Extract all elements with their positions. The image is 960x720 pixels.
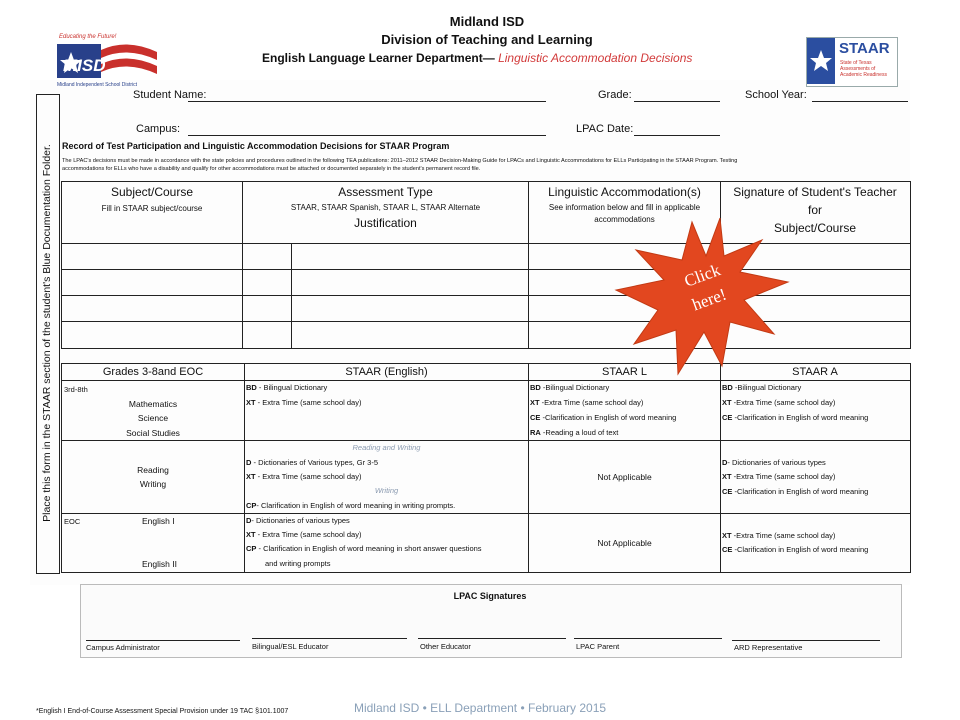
row3-english-cp-cont: and writing prompts: [265, 559, 331, 568]
row1-subject-social-studies: Social Studies: [126, 428, 180, 438]
col-assessment-type-header: Assessment Type: [338, 185, 433, 199]
row3-english-cp: CP - Clarification in English of word meaning in short answer questions: [246, 544, 482, 553]
table2-col-divider-1: [244, 363, 245, 572]
row2-a-ce: CE -Clarification in English of word meaning: [722, 487, 869, 496]
table2-row-divider-3: [61, 513, 910, 514]
student-name-label: Student Name:: [133, 89, 207, 101]
department-title: English Language Learner Department: [262, 51, 483, 65]
misd-tagline: Educating the Future!: [59, 34, 117, 40]
col-accommodations-sub1: See information below and fill in applicable: [548, 203, 701, 212]
row3-english-d: D- Dictionaries of various types: [246, 516, 350, 525]
table2-row-divider-1: [61, 380, 910, 381]
record-description-line1: The LPAC's decisions must be made in accordance with the state policies and procedures outlined in the following TEA publications: 2011–2012 STAAR Decision-Making Guide for LPACs and Linguistic Accommodations for ELLs Participating in the STAAR Program. Testing: [62, 158, 738, 164]
row3-a-ce: CE -Clarification in English of word meaning: [722, 545, 869, 554]
signature-label-ard-rep: ARD Representative: [734, 643, 803, 652]
grade-line[interactable]: [634, 101, 720, 102]
table2-row-divider-2: [61, 440, 910, 441]
school-year-label: School Year:: [745, 89, 807, 101]
school-year-line[interactable]: [812, 101, 908, 102]
student-name-line[interactable]: [188, 101, 546, 102]
row1-a-ce: CE -Clarification in English of word meaning: [722, 413, 869, 422]
row3-l-not-applicable: Not Applicable: [597, 538, 652, 548]
col-subject-course-header: Subject/Course: [110, 185, 194, 199]
signature-line-campus-admin[interactable]: [86, 640, 240, 641]
row1-l-bd: BD -Bilingual Dictionary: [530, 383, 610, 392]
misd-logo-text: MISD: [63, 56, 106, 75]
row3-grade: EOC: [64, 517, 81, 526]
callout-text-line1: Click: [681, 260, 723, 291]
row1-l-xt: XT -Extra Time (same school day): [530, 398, 644, 407]
row1-l-ra: RA -Reading a loud of text: [530, 428, 619, 437]
campus-label: Campus:: [136, 123, 181, 135]
division-title: Division of Teaching and Learning: [381, 32, 593, 47]
department-separator: —: [482, 51, 495, 65]
row3-subject-english1: English I: [142, 516, 175, 526]
row2-l-not-applicable: Not Applicable: [597, 472, 652, 482]
row2-subject-writing: Writing: [139, 479, 167, 489]
col-teacher-signature-header-3: Subject/Course: [773, 221, 857, 235]
row1-english-xt: XT - Extra Time (same school day): [246, 398, 362, 407]
header-staar-a: STAAR A: [792, 366, 838, 378]
campus-line[interactable]: [188, 135, 546, 136]
row2-english-d: D - Dictionaries of Various types, Gr 3-5: [246, 458, 378, 467]
staar-logo-graphic: [807, 38, 837, 84]
row1-subject-science: Science: [137, 413, 169, 423]
row2-a-d: D- Dictionaries of various types: [722, 458, 826, 467]
col-teacher-signature-header-2: for: [807, 203, 822, 217]
row1-english-bd: BD - Bilingual Dictionary: [246, 383, 328, 392]
signature-label-lpac-parent: LPAC Parent: [576, 642, 620, 651]
row2-subject-reading: Reading: [137, 465, 169, 475]
row2-reading-writing-heading: Reading and Writing: [352, 443, 421, 452]
department-line: [262, 51, 692, 65]
callout-text-line2: here!: [689, 284, 729, 315]
side-note-text: Place this form in the STAAR section of the student's Blue Documentation Folder.: [41, 144, 53, 522]
row1-subject-math: Mathematics: [128, 399, 178, 409]
col-assessment-type-sub: STAAR, STAAR Spanish, STAAR L, STAAR Alternate: [290, 203, 481, 212]
row1-l-ce: CE -Clarification in English of word meaning: [530, 413, 677, 422]
row1-a-xt: XT -Extra Time (same school day): [722, 398, 836, 407]
record-title: Record of Test Participation and Linguistic Accommodation Decisions for STAAR Program: [62, 141, 450, 151]
row3-a-xt: XT -Extra Time (same school day): [722, 531, 836, 540]
signature-label-bilingual-educator: Bilingual/ESL Educator: [252, 642, 329, 651]
col-subject-course-sub: Fill in STAAR subject/course: [101, 204, 203, 213]
header-staar-l: STAAR L: [601, 366, 648, 378]
record-description-line2: accommodations for ELLs who have a disability and qualify for other accommodations must be attached or documented separately in the student's permanent record file.: [62, 166, 481, 172]
staar-caption: State of Texas Assessments of Academic Readiness: [840, 60, 887, 78]
col-teacher-signature-header-1: Signature of Student's Teacher: [733, 185, 897, 199]
staar-logo: [806, 37, 898, 87]
department-subtitle: Linguistic Accommodation Decisions: [498, 51, 693, 65]
misd-logo: [57, 34, 165, 92]
table2-col-divider-3: [720, 363, 721, 572]
header-grades: Grades 3-8and EOC: [102, 366, 204, 378]
row2-a-xt: XT -Extra Time (same school day): [722, 472, 836, 481]
row3-subject-english2: English II: [142, 559, 177, 569]
row1-a-bd: BD -Bilingual Dictionary: [722, 383, 802, 392]
lpac-date-line[interactable]: [634, 135, 720, 136]
footer-note: *English I End-of-Course Assessment Special Provision under 19 TAC §101.1007: [36, 708, 289, 715]
row3-english-xt: XT - Extra Time (same school day): [246, 530, 362, 539]
misd-caption: Midland Independent School District: [57, 82, 138, 88]
row2-writing-heading: Writing: [374, 486, 399, 495]
signature-line-lpac-parent[interactable]: [574, 638, 722, 639]
col-justification-header: Justification: [354, 216, 417, 230]
signature-line-ard-rep[interactable]: [732, 640, 880, 641]
org-title: Midland ISD: [449, 14, 525, 29]
lpac-signatures-title: LPAC Signatures: [453, 591, 527, 601]
footer-center: Midland ISD • ELL Department • February 2015: [353, 701, 607, 715]
staar-logo-text: STAAR: [839, 40, 890, 57]
col-accommodations-header: Linguistic Accommodation(s): [548, 185, 701, 199]
col-accommodations-sub2: accommodations: [594, 215, 655, 224]
signature-line-bilingual-educator[interactable]: [252, 638, 407, 639]
signature-label-other-educator: Other Educator: [420, 642, 471, 651]
signature-line-other-educator[interactable]: [418, 638, 566, 639]
row1-grade: 3rd-8th: [64, 385, 88, 394]
row2-english-xt: XT - Extra Time (same school day): [246, 472, 362, 481]
click-here-callout[interactable]: [612, 216, 792, 378]
row2-english-cp: CP- Clarification in English of word meaning in writing prompts.: [246, 501, 456, 510]
grade-label: Grade:: [598, 89, 632, 101]
header-staar-english: STAAR (English): [345, 366, 428, 378]
signature-label-campus-admin: Campus Administrator: [86, 643, 160, 652]
lpac-date-label: LPAC Date:: [576, 123, 634, 135]
